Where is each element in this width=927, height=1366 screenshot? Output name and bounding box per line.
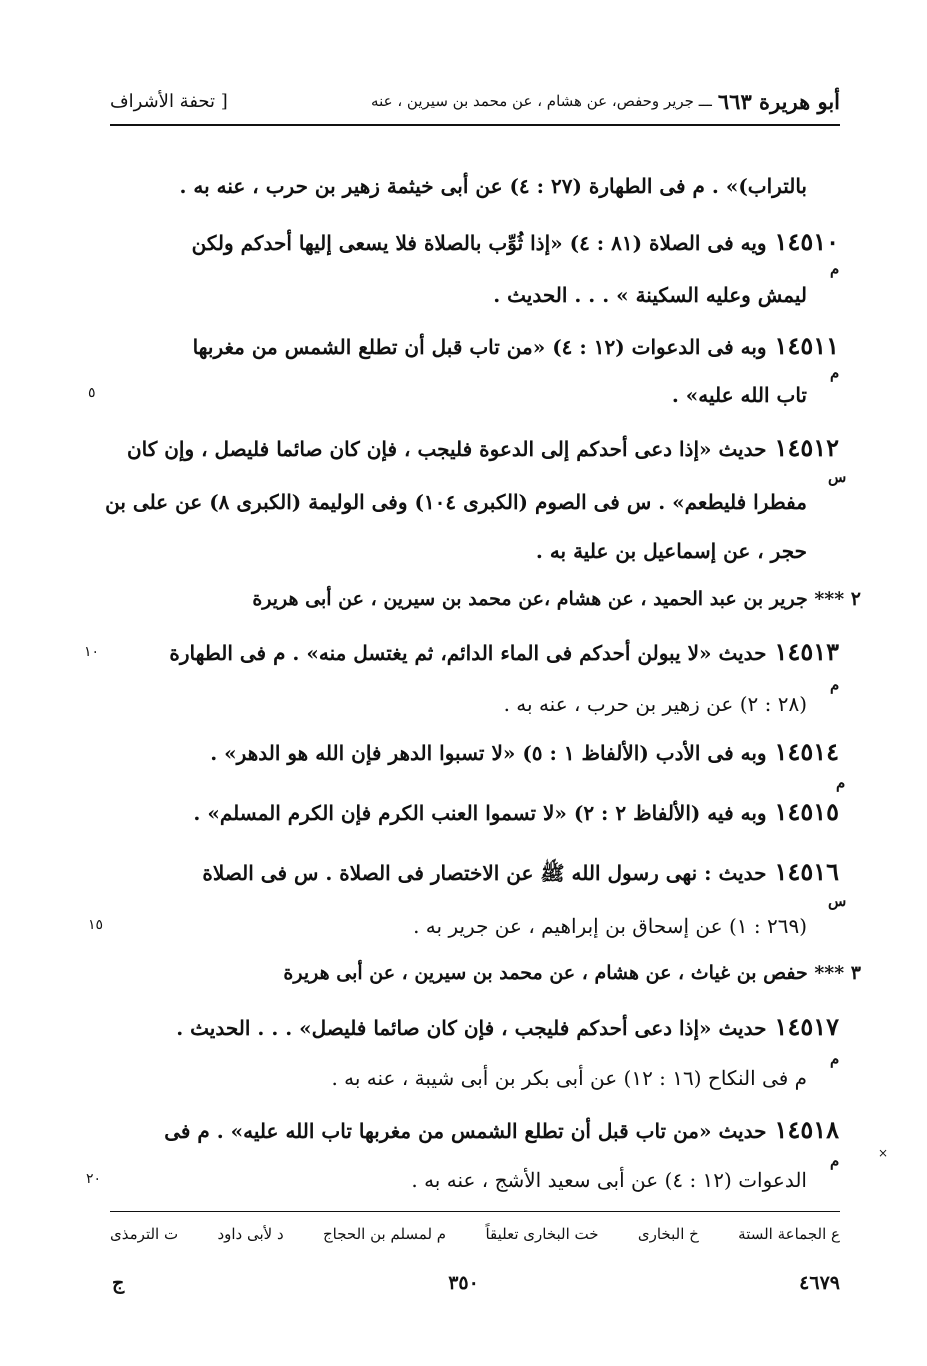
text-line: مفطرا فليطعم» . س فى الصوم (الكبرى ١٠٤) وفى الوليمة (الكبرى ٨) عن على بن	[105, 490, 807, 514]
header-book-title: [ تحفة الأشراف	[110, 90, 228, 112]
abbrev-item: خ البخارى	[637, 1225, 699, 1243]
hadith-text: حديث «من تاب قبل أن تطلع الشمس من مغربها تاب الله عليه» . م فى	[164, 1119, 767, 1143]
hadith-number: ١٤٥١٧	[774, 1012, 839, 1041]
signature-letter: ج	[112, 1272, 125, 1294]
hadith-text: حديث «إذا دعى أحدكم فليجب ، فإن كان صائما فليصل» . . . الحديث .	[176, 1016, 767, 1040]
hadith-number: ١٤٥١٦	[774, 857, 839, 886]
hadith-text: حديث «لا يبولن أحدكم فى الماء الدائم، ثم يغتسل منه» . م فى الطهارة	[169, 641, 767, 665]
muslim-symbol: م	[830, 364, 840, 382]
line-number: ١٠	[84, 644, 100, 660]
hadith-14514	[210, 737, 839, 766]
abbrev-item: ع الجماعة الستة	[738, 1225, 840, 1243]
hadith-14516	[202, 857, 839, 886]
text-line: الدعوات (١٢ : ٤) عن أبى سعيد الأشج ، عنه به .	[411, 1168, 807, 1192]
text-line: تاب الله عليه» .	[671, 383, 807, 407]
hadith-number: ١٤٥١٨	[774, 1115, 839, 1144]
footer-rule	[110, 1211, 840, 1212]
muslim-symbol: م	[830, 260, 840, 278]
muslim-symbol: م	[836, 774, 846, 792]
hadith-text: وبه فى الدعوات (١٢ : ٤) «من تاب قبل أن تطلع الشمس من مغربها	[192, 335, 767, 359]
hadith-text: وبه فى الأدب (الألفاظ ١ : ٥) «لا تسبوا الدهر فإن الله هو الدهر» .	[210, 741, 767, 765]
muslim-symbol: م	[830, 1152, 840, 1170]
text-line: ليمش وعليه السكينة » . . . الحديث .	[493, 283, 807, 307]
header-subtitle: ـــ جرير وحفص، عن هشام ، عن محمد بن سيرين ، عنه	[371, 92, 712, 110]
footer-abbreviations	[110, 1225, 840, 1243]
hadith-number: ١٤٥١٠	[774, 227, 839, 256]
section-heading: ٣ *** حفص بن غياث ، عن هشام ، عن محمد بن سيرين ، عن أبى هريرة	[283, 962, 861, 984]
hadith-text: حديث «إذا دعى أحدكم إلى الدعوة فليجب ، فإن كان صائما فليصل ، وإن كان	[126, 437, 767, 461]
hadith-number: ١٤٥١٢	[774, 433, 839, 462]
text-line: م فى النكاح (١٦ : ١٢) عن أبى بكر بن أبى شيبة ، عنه به .	[331, 1066, 807, 1090]
text-line: بالتراب)» . م فى الطهارة (٢٧ : ٤) عن أبى خيثمة زهير بن حرب ، عنه به .	[179, 174, 807, 198]
hadith-number: ١٤٥١٥	[774, 797, 839, 826]
muslim-symbol: م	[830, 676, 840, 694]
line-number: ١٥	[88, 917, 104, 933]
line-number: ٥	[88, 385, 96, 401]
hadith-14517	[176, 1012, 839, 1041]
line-number: ٢٠	[86, 1171, 102, 1187]
hadith-number: ١٤٥١٤	[774, 737, 839, 766]
hadith-text: ويه فى الصلاة (٨١ : ٤) «إذا ثُوِّب بالصلاة فلا يسعى إليها أحدكم ولكن	[191, 231, 767, 255]
running-header	[110, 80, 840, 122]
hadith-text: وبه فيه (الألفاظ ٢ : ٢) «لا تسموا العنب الكرم فإن الكرم المسلم» .	[193, 801, 767, 825]
section-heading: ٢ *** جرير بن عبد الحميد ، عن هشام ،عن محمد بن سيرين ، عن أبى هريرة	[252, 588, 861, 610]
hadith-14511	[192, 331, 839, 360]
hadith-14510	[191, 227, 839, 256]
muslim-symbol: م	[830, 1050, 840, 1068]
hadith-14512	[126, 433, 839, 462]
text-line: (٢٦٩ : ١) عن إسحاق بن إبراهيم ، عن جرير به .	[413, 914, 807, 938]
abbrev-item: م لمسلم بن الحجاج	[322, 1225, 447, 1243]
hadith-14515	[193, 797, 839, 826]
text-line: حجر ، عن إسماعيل بن علية به .	[535, 539, 807, 563]
abbrev-item: خت البخارى تعليقاً	[485, 1225, 599, 1243]
hadith-number: ١٤٥١١	[774, 331, 839, 360]
header-title: أبو هريرة ٦٦٣	[717, 88, 840, 114]
hadith-14513	[169, 637, 839, 666]
page-number: ٣٥٠	[448, 1272, 479, 1294]
nasai-symbol: س	[828, 468, 847, 486]
hadith-number: ١٤٥١٣	[774, 637, 839, 666]
header-rule	[110, 124, 840, 126]
volume-code: ٤٦٧٩	[799, 1272, 840, 1294]
text-line: (٢٨ : ٢) عن زهير بن حرب ، عنه به .	[503, 692, 807, 716]
nasai-symbol: س	[828, 892, 847, 910]
margin-mark: ×	[878, 1146, 889, 1160]
abbrev-item: د لأبى داود	[217, 1225, 284, 1243]
hadith-14518	[164, 1115, 839, 1144]
abbrev-item: ت الترمذى	[110, 1225, 179, 1243]
hadith-text: حديث : نهى رسول الله ﷺ عن الاختصار فى الصلاة . س فى الصلاة	[202, 861, 767, 885]
